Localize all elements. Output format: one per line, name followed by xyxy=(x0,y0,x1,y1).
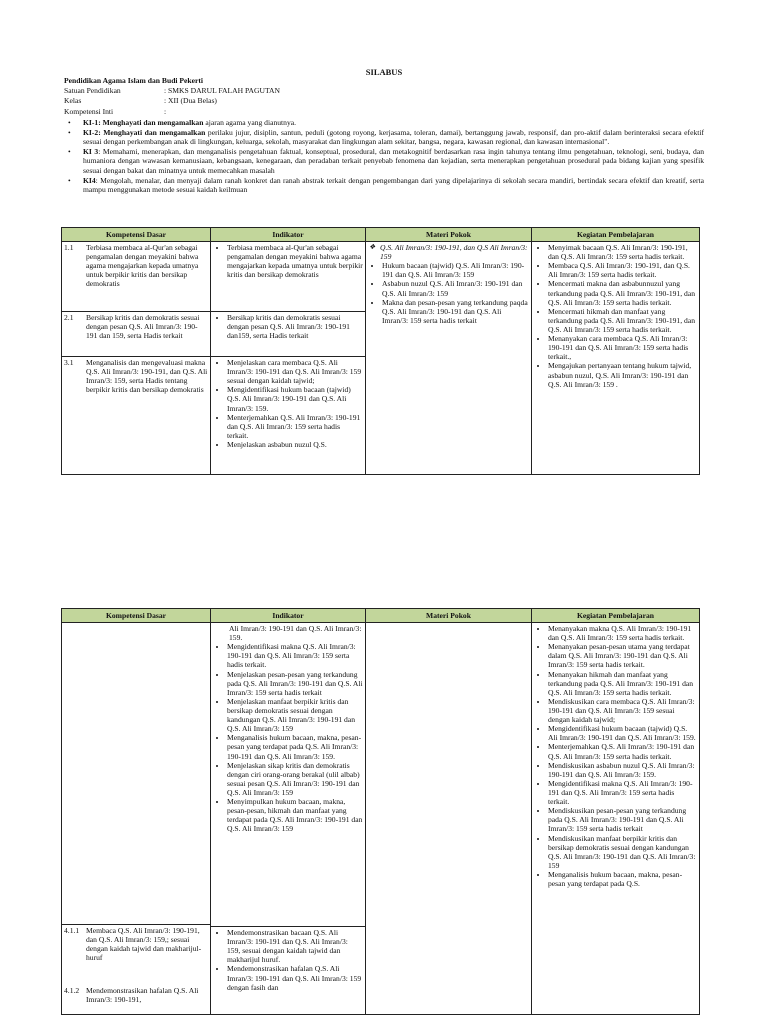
kd-item xyxy=(62,312,210,356)
kompetensi-inti-list xyxy=(64,118,704,195)
kegiatan-item: • Mengidentifikasi hukum bacaan (tajwid) Q.S. Ali Imran/3: 190-191 dan Q.S. Ali Imran/3: 159. xyxy=(548,724,697,742)
kd-item xyxy=(62,925,210,985)
kegiatan-item: • Mencermati makna dan asbabunnuzul yang terkandung pada Q.S. Ali Imran/3: 190-191, dan Q.S. Ali Imran/3: 159 serta hadis terkait. xyxy=(548,279,697,306)
kegiatan-item: • Mengidentifikasi makna Q.S. Ali Imran/3: 190-191 dan Q.S. Ali Imran/3: 159 serta hadis terkait. xyxy=(548,779,697,806)
materi-item: • Hukum bacaan (tajwid) Q.S. Ali Imran/3: 190-191 dan Q.S. Ali Imran/3: 159 xyxy=(382,261,529,279)
indikator-item: • Menjelaskan sikap kritis dan demokratis dengan ciri orang-orang berakal (ulil albab) sesuai pesan Q.S. Ali Imran/3: 190-191 dan Q.S. Ali Imran/3: 159 xyxy=(227,761,363,797)
syllabus-table-2 xyxy=(61,608,700,1015)
kegiatan-item: • Menyimak bacaan Q.S. Ali Imran/3: 190-191, dan Q.S. Ali Imran/3: 159 serta hadis terkait. xyxy=(548,243,697,261)
info-row-ki xyxy=(64,107,166,116)
kegiatan-item: • Menanyakan pesan-pesan utama yang terdapat dalam Q.S. Ali Imran/3: 190-191 dan Q.S. Ali Imran/3: 159 serta hadis terkait. xyxy=(548,642,697,669)
materi-heading: ❖ Q.S. Ali Imran/3: 190-191, dan Q.S Ali Imran/3: 159 xyxy=(380,243,529,261)
ki-item xyxy=(64,176,704,194)
table-row xyxy=(62,242,700,475)
kegiatan-item: • Mendiskusikan pesan-pesan yang terkandung pada Q.S. Ali Imran/3: 190-191 dan Q.S. Ali Imran/3: 159 serta hadis terkait xyxy=(548,806,697,833)
column-header: Materi Pokok xyxy=(366,228,532,242)
document-title: SILABUS xyxy=(365,67,403,77)
kegiatan-item: • Mendiskusikan cara membaca Q.S. Ali Imran/3: 190-191 dan Q.S. Ali Imran/3: 159 sesuai dengan kaidah tajwid; xyxy=(548,697,697,724)
column-header: Indikator xyxy=(211,228,366,242)
column-header: Materi Pokok xyxy=(366,609,532,623)
indikator-item: • Mengidentifikasi hukum bacaan (tajwid) Q.S. Ali Imran/3: 190-191 dan Q.S. Ali Imran/3: 159. xyxy=(227,385,363,412)
column-header: Indikator xyxy=(211,609,366,623)
table-header-row xyxy=(62,609,700,623)
kegiatan-item: • Mendiskusikan manfaat berpikir kritis dan bersikap demokratis sesuai dengan kandungan Q.S. Ali Imran/3: 190-191 dan Q.S. Ali Imran/3: 159 xyxy=(548,834,697,870)
indikator-item: • Menjelaskan cara membaca Q.S. Ali Imran/3: 190-191 dan Q.S. Ali Imran/3: 159 sesuai dengan kaidah tajwid; xyxy=(227,358,363,385)
kegiatan-cell xyxy=(532,623,700,1015)
kd-text: Mendemonstrasikan hafalan Q.S. Ali Imran/3: 190-191, xyxy=(86,986,199,1005)
kd-number: 1.1 xyxy=(64,243,74,252)
kegiatan-item: • Mengajukan pertanyaan tentang hukum tajwid, asbabun nuzul, Q.S. Ali Imran/3: 190-191 dan Q.S. Ali Imran/3: 159 . xyxy=(548,361,697,388)
indikator-item: • Menjelaskan pesan-pesan yang terkandung pada Q.S. Ali Imran/3: 190-191 dan Q.S. Ali Imran/3: 159 serta hadis terkait xyxy=(227,670,363,697)
info-label: Kompetensi Inti xyxy=(64,107,114,116)
syllabus-table-1 xyxy=(61,227,700,475)
materi-item: • Asbabun nuzul Q.S. Ali Imran/3: 190-191 dan Q.S. Ali Imran/3: 159 xyxy=(382,279,529,297)
ki-item xyxy=(64,118,704,127)
materi-item: • Makna dan pesan-pesan yang terkandung paqda Q.S. Ali Imran/3: 190-191 dan Q.S. Ali Imran/3: 159 serta hadis terkait xyxy=(382,298,529,325)
kegiatan-item: • Menanyakan hikmah dan manfaat yang terkandung pada Q.S. Ali Imran/3: 190-191 dan Q.S. Ali Imran/3: 159 serta hadis terkait. xyxy=(548,670,697,697)
kd-text: Bersikap kritis dan demokratis sesuai dengan pesan Q.S. Ali Imran/3: 190-191 dan 159, serta Hadis terkait xyxy=(86,313,200,341)
kd-cell xyxy=(62,242,211,475)
kd-number: 4.1.1 xyxy=(64,926,80,935)
info-value: : SMKS DARUL FALAH PAGUTAN xyxy=(164,86,280,95)
info-row-satuan xyxy=(64,86,280,95)
indikator-item: • Mendemonstrasikan bacaan Q.S. Ali Imran/3: 190-191 dan Q.S. Ali Imran/3: 159, sesuai dengan kaidah tajwid dan makharijul huruf. xyxy=(227,928,363,964)
ki-code: KI-2 xyxy=(83,128,99,138)
info-label: Satuan Pendidikan xyxy=(64,86,121,95)
kegiatan-cell xyxy=(532,242,700,475)
kegiatan-item: • Mencermati hikmah dan manfaat yang terkandung pada Q.S. Ali Imran/3: 190-191, dan Q.S. Ali Imran/3: 159 serta hadis terkait. xyxy=(548,307,697,334)
indikator-item: • Menterjemahkan Q.S. Ali Imran/3: 190-191 dan Q.S. Ali Imran/3: 159 serta hadis terkait. xyxy=(227,413,363,440)
ki-code: KI4 xyxy=(83,175,96,185)
kd-number: 4.1.2 xyxy=(64,986,80,995)
column-header: Kegiatan Pembelajaran xyxy=(532,228,700,242)
ki-text: ajaran agama yang dianutnya. xyxy=(203,118,297,127)
ki-text: perilaku jujur, disiplin, santun, peduli (gotong royong, kerjasama, toleran, damai), bertanggung jawab, responsif, dan pro-aktif dalam berinteraksi secara efektif sesuai dengan perkembangan anak di lingkungan, keluarga, sekolah, masyarakat dan lingkungan alam sekitar, bangsa, negara, kawasan regional, dan kawasan internasional". xyxy=(83,128,704,147)
ki-head: : Menghayati dan mengamalkan xyxy=(98,118,204,127)
indikator-item: • Mendemonstrasikan hafalan Q.S. Ali Imran/3: 190-191 dan Q.S. Ali Imran/3: 159 dengan fasih dan xyxy=(227,964,363,991)
ki-text: : Memahami, menerapkan, dan menganalisis pengetahuan faktual, konseptual, prosedural, dan metakognitif berdasarkan rasa ingin tahunya tentang ilmu pengetahuan, teknologi, seni, budaya, dan humaniora dengan wawasan kemanusiaan, kebangsaan, kenegaraan, dan peradaban terkait penyebab fenomena dan kejadian, serta menerapkan pengetahuan prosedural pada bidang kajian yang spesifik sesuai dengan bakat dan minatnya untuk memecahkan masalah xyxy=(83,147,704,175)
kd-item xyxy=(62,985,210,1005)
kd-item xyxy=(62,242,210,311)
kegiatan-item: • Menanyakan cara membaca Q.S. Ali Imran/3: 190-191 dan Q.S. Ali Imran/3: 159 serta hadis terkait., xyxy=(548,334,697,361)
kd-number: 2.1 xyxy=(64,313,74,322)
kegiatan-item: • Menanyakan makna Q.S. Ali Imran/3: 190-191 dan Q.S. Ali Imran/3: 159 serta hadis terkait. xyxy=(548,624,697,642)
ki-head: : Menghayati dan mengamalkan xyxy=(98,128,206,138)
info-value: : xyxy=(164,107,167,116)
kegiatan-item: • Mendiskusikan asbabun nuzul Q.S. Ali Imran/3: 190-191 dan Q.S. Ali Imran/3: 159. xyxy=(548,761,697,779)
info-label: Kelas xyxy=(64,96,82,105)
indikator-item: • Menganalisis hukum bacaan, makna, pesan-pesan yang terdapat pada Q.S. Ali Imran/3: 190-191 dan Q.S. Ali Imran/3: 159. xyxy=(227,733,363,760)
indikator-cell xyxy=(211,623,366,1015)
info-row-kelas xyxy=(64,96,217,105)
indikator-item: • Menjelaskan manfaat berpikir kritis dan bersikap demokratis sesuai dengan kandungan Q.S. Ali Imran/3: 190-191 dan Q.S. Ali Imran/3: 159 xyxy=(227,697,363,733)
materi-cell xyxy=(366,242,532,475)
kd-cell xyxy=(62,623,211,1015)
materi-cell xyxy=(366,623,532,1015)
indikator-cell xyxy=(211,242,366,475)
ki-item xyxy=(64,128,704,146)
indikator-item: • Terbiasa membaca al-Qur'an sebagai pengamalan dengan meyakini bahwa agama mengajarkan kepada umatnya untuk berpikir kritis dan bersikap demokratis xyxy=(227,243,363,279)
kegiatan-item: • Membaca Q.S. Ali Imran/3: 190-191, dan Q.S. Ali Imran/3: 159 serta hadis terkait. xyxy=(548,261,697,279)
column-header: Kompetensi Dasar xyxy=(62,609,211,623)
indikator-continuation: Ali Imran/3: 190-191 dan Q.S. Ali Imran/3: 159. xyxy=(229,624,362,643)
indikator-item: • Mengidentifikasi makna Q.S. Ali Imran/3: 190-191 dan Q.S. Ali Imran/3: 159 serta hadis terkait. xyxy=(227,642,363,669)
kd-item xyxy=(62,357,210,395)
kd-text: Terbiasa membaca al-Qur'an sebagai pengamalan dengan meyakini bahwa agama mengajarkan kepada umatnya untuk berpikir kritis dan bersikap demokratis xyxy=(86,243,199,289)
kegiatan-item: • Menganalisis hukum bacaan, makna, pesan-pesan yang terdapat pada Q.S. xyxy=(548,870,697,888)
indikator-item: • Menjelaskan asbabun nuzul Q.S. xyxy=(227,440,363,449)
kd-text: Menganalisis dan mengevaluasi makna Q.S. Ali Imran/3: 190-191, dan Q.S. Ali Imran/3: 159, serta Hadis tentang berpikir kritis dan bersikap demokratis xyxy=(86,358,208,395)
ki-code: KI-1 xyxy=(83,118,99,127)
subject-title: Pendidikan Agama Islam dan Budi Pekerti xyxy=(64,76,204,85)
column-header: Kegiatan Pembelajaran xyxy=(532,609,700,623)
indikator-item: • Menyimpulkan hukum bacaan, makna, pesan-pesan, hikmah dan manfaat yang terdapat pada Q.S. Ali Imran/3: 190-191 dan Q.S. Ali Imran/3: 159 xyxy=(227,797,363,833)
column-header: Kompetensi Dasar xyxy=(62,228,211,242)
ki-item xyxy=(64,147,704,174)
table-row xyxy=(62,623,700,1015)
kd-number: 3.1 xyxy=(64,358,74,367)
kd-text: Membaca Q.S. Ali Imran/3: 190-191, dan Q.S. Ali Imran/3: 159,; sesuai dengan kaidah tajwid dan makharijul-huruf xyxy=(86,926,202,963)
indikator-item: • Bersikap kritis dan demokratis sesuai dengan pesan Q.S. Ali Imran/3: 190-191 dan159, serta Hadis terkait xyxy=(227,313,363,340)
kegiatan-item: • Menterjemahkan Q.S. Ali Imran/3: 190-191 dan Q.S. Ali Imran/3: 159 serta hadis terkait. xyxy=(548,742,697,760)
info-value: : XII (Dua Belas) xyxy=(164,96,217,105)
table-header-row xyxy=(62,228,700,242)
ki-text: : Mengolah, menalar, dan menyaji dalam ranah konkret dan ranah abstrak terkait dengan pengembangan dari yang dipelajarinya di sekolah secara mandiri, bertindak secara efektif dan kreatif, serta mampu menggunakan metode sesuai kaidah keilmuan xyxy=(83,175,704,194)
ki-code: KI 3 xyxy=(83,147,99,157)
